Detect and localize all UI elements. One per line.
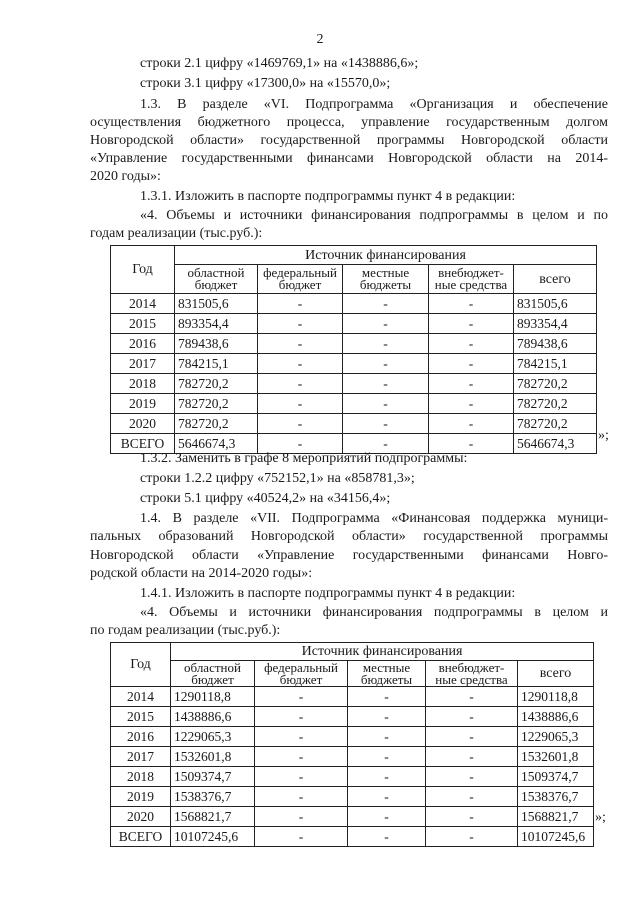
local-cell: - xyxy=(348,707,426,727)
section-1-3-line: Новгородской области» государственной программы Новгородской области xyxy=(90,133,608,148)
local-cell: - xyxy=(348,787,426,807)
section-1-3-line: 2020 годы»: xyxy=(90,169,161,184)
section-1-3-2-line: строки 1.2.2 цифру «752152,1» на «858781,3»; xyxy=(140,471,415,486)
year-header: Год xyxy=(111,643,171,687)
col-offbudget-header: внебюджет- ные средства xyxy=(429,265,514,294)
table-row xyxy=(111,767,594,787)
regional-cell: 1568821,7 xyxy=(171,807,255,827)
total-cell: 789438,6 xyxy=(514,334,597,354)
offbudget-cell: - xyxy=(429,294,514,314)
year-cell: 2017 xyxy=(111,354,175,374)
funding-table-2 xyxy=(110,642,594,847)
federal-cell: - xyxy=(255,827,348,847)
item-1-3-1: 1.3.1. Изложить в паспорте подпрограммы пункт 4 в редакции: xyxy=(140,189,516,204)
federal-cell: - xyxy=(255,707,348,727)
federal-cell: - xyxy=(255,767,348,787)
total-cell: 10107245,6 xyxy=(518,827,594,847)
regional-cell: 1532601,8 xyxy=(171,747,255,767)
section-1-3-2-line: строки 5.1 цифру «40524,2» на «34156,4»; xyxy=(140,491,391,506)
section-1-3-line: осуществления бюджетного процесса, управление государственным долгом xyxy=(90,115,608,130)
quote-line: по годам реализации (тыс.руб.): xyxy=(90,623,281,638)
quote-line: «4. Объемы и источники финансирования подпрограммы в целом и по xyxy=(140,208,608,223)
year-cell: 2019 xyxy=(111,394,175,414)
federal-cell: - xyxy=(258,434,343,454)
year-cell: ВСЕГО xyxy=(111,434,175,454)
local-cell: - xyxy=(343,354,429,374)
local-cell: - xyxy=(348,727,426,747)
year-cell: 2019 xyxy=(111,787,171,807)
regional-cell: 1538376,7 xyxy=(171,787,255,807)
local-cell: - xyxy=(343,394,429,414)
table-row xyxy=(111,747,594,767)
offbudget-cell: - xyxy=(429,354,514,374)
offbudget-cell: - xyxy=(426,827,518,847)
offbudget-cell: - xyxy=(429,414,514,434)
total-cell: 893354,4 xyxy=(514,314,597,334)
total-cell: 784215,1 xyxy=(514,354,597,374)
total-cell: 782720,2 xyxy=(514,414,597,434)
federal-cell: - xyxy=(258,394,343,414)
section-1-3-line: «Управление государственными финансами Новгородской области на 2014- xyxy=(90,151,608,166)
source-header: Источник финансирования xyxy=(171,643,594,661)
col-total-header: всего xyxy=(514,265,597,294)
total-cell: 831505,6 xyxy=(514,294,597,314)
federal-cell: - xyxy=(258,354,343,374)
total-cell: 1509374,7 xyxy=(518,767,594,787)
federal-cell: - xyxy=(255,807,348,827)
total-cell: 1538376,7 xyxy=(518,787,594,807)
section-1-4-line: пальных образований Новгородской области» государственной программы xyxy=(90,529,608,544)
offbudget-cell: - xyxy=(429,314,514,334)
total-cell: 1532601,8 xyxy=(518,747,594,767)
year-cell: 2015 xyxy=(111,314,175,334)
table-row xyxy=(111,727,594,747)
table-row xyxy=(111,687,594,707)
col-regional-header: областной бюджет xyxy=(171,661,255,687)
local-cell: - xyxy=(343,374,429,394)
col-local-header: местные бюджеты xyxy=(343,265,429,294)
regional-cell: 5646674,3 xyxy=(175,434,258,454)
offbudget-cell: - xyxy=(426,787,518,807)
local-cell: - xyxy=(348,827,426,847)
offbudget-cell: - xyxy=(429,334,514,354)
section-1-3-2-line: 1.3.2. Заменить в графе 8 мероприятий подпрограммы: xyxy=(140,451,468,466)
offbudget-cell: - xyxy=(426,707,518,727)
table-row xyxy=(111,354,597,374)
year-cell: 2014 xyxy=(111,294,175,314)
section-1-3-line: 1.3. В разделе «VI. Подпрограмма «Организация и обеспечение xyxy=(140,97,608,112)
total-cell: 1290118,8 xyxy=(518,687,594,707)
regional-cell: 782720,2 xyxy=(175,394,258,414)
regional-cell: 1509374,7 xyxy=(171,767,255,787)
offbudget-cell: - xyxy=(429,394,514,414)
source-header: Источник финансирования xyxy=(175,246,597,265)
regional-cell: 893354,4 xyxy=(175,314,258,334)
item-1-4-1: 1.4.1. Изложить в паспорте подпрограммы пункт 4 в редакции: xyxy=(140,586,516,601)
section-1-4-line: родской области на 2014-2020 годы»: xyxy=(90,566,313,581)
quote-line: годам реализации (тыс.руб.): xyxy=(90,226,263,241)
total-cell: 5646674,3 xyxy=(514,434,597,454)
federal-cell: - xyxy=(258,314,343,334)
federal-cell: - xyxy=(258,374,343,394)
offbudget-cell: - xyxy=(426,747,518,767)
col-regional-header: областной бюджет xyxy=(175,265,258,294)
regional-cell: 782720,2 xyxy=(175,374,258,394)
offbudget-cell: - xyxy=(426,687,518,707)
local-cell: - xyxy=(343,294,429,314)
year-cell: ВСЕГО xyxy=(111,827,171,847)
year-cell: 2018 xyxy=(111,767,171,787)
offbudget-cell: - xyxy=(426,727,518,747)
total-cell: 1229065,3 xyxy=(518,727,594,747)
table-row xyxy=(111,394,597,414)
federal-cell: - xyxy=(255,787,348,807)
section-1-4-line: 1.4. В разделе «VII. Подпрограмма «Финансовая поддержка муници- xyxy=(140,511,608,526)
federal-cell: - xyxy=(255,747,348,767)
regional-cell: 789438,6 xyxy=(175,334,258,354)
regional-cell: 784215,1 xyxy=(175,354,258,374)
year-cell: 2016 xyxy=(111,727,171,747)
table-row xyxy=(111,787,594,807)
table-row xyxy=(111,374,597,394)
year-cell: 2015 xyxy=(111,707,171,727)
funding-table-1 xyxy=(110,245,597,454)
regional-cell: 1438886,6 xyxy=(171,707,255,727)
local-cell: - xyxy=(343,434,429,454)
offbudget-cell: - xyxy=(429,434,514,454)
federal-cell: - xyxy=(255,727,348,747)
year-cell: 2016 xyxy=(111,334,175,354)
section-1-4-line: Новгородской области «Управление государственными финансами Новго- xyxy=(90,548,608,563)
table-row xyxy=(111,707,594,727)
col-local-header: местные бюджеты xyxy=(348,661,426,687)
col-offbudget-header: внебюджет- ные средства xyxy=(426,661,518,687)
table-row xyxy=(111,414,597,434)
total-cell: 1568821,7 xyxy=(518,807,594,827)
regional-cell: 831505,6 xyxy=(175,294,258,314)
col-federal-header: федеральный бюджет xyxy=(255,661,348,687)
regional-cell: 782720,2 xyxy=(175,414,258,434)
local-cell: - xyxy=(343,314,429,334)
federal-cell: - xyxy=(258,414,343,434)
table-row-total xyxy=(111,827,594,847)
total-cell: 782720,2 xyxy=(514,374,597,394)
regional-cell: 10107245,6 xyxy=(171,827,255,847)
table-row xyxy=(111,334,597,354)
table-row xyxy=(111,294,597,314)
local-cell: - xyxy=(348,807,426,827)
local-cell: - xyxy=(343,334,429,354)
year-cell: 2020 xyxy=(111,414,175,434)
page-number: 2 xyxy=(316,32,324,47)
federal-cell: - xyxy=(258,334,343,354)
col-total-header: всего xyxy=(518,661,594,687)
offbudget-cell: - xyxy=(426,807,518,827)
table-closing-mark: »; xyxy=(598,428,609,443)
year-header: Год xyxy=(111,246,175,294)
col-federal-header: федеральный бюджет xyxy=(258,265,343,294)
table-closing-mark: »; xyxy=(595,810,606,825)
offbudget-cell: - xyxy=(429,374,514,394)
year-cell: 2018 xyxy=(111,374,175,394)
local-cell: - xyxy=(343,414,429,434)
text-line: строки 2.1 цифру «1469769,1» на «1438886,6»; xyxy=(140,56,419,71)
regional-cell: 1229065,3 xyxy=(171,727,255,747)
regional-cell: 1290118,8 xyxy=(171,687,255,707)
local-cell: - xyxy=(348,687,426,707)
text-line: строки 3.1 цифру «17300,0» на «15570,0»; xyxy=(140,76,391,91)
offbudget-cell: - xyxy=(426,767,518,787)
quote-line: «4. Объемы и источники финансирования подпрограммы в целом и xyxy=(140,605,608,620)
federal-cell: - xyxy=(258,294,343,314)
table-row xyxy=(111,314,597,334)
year-cell: 2014 xyxy=(111,687,171,707)
local-cell: - xyxy=(348,767,426,787)
total-cell: 782720,2 xyxy=(514,394,597,414)
federal-cell: - xyxy=(255,687,348,707)
total-cell: 1438886,6 xyxy=(518,707,594,727)
local-cell: - xyxy=(348,747,426,767)
year-cell: 2017 xyxy=(111,747,171,767)
table-row xyxy=(111,807,594,827)
year-cell: 2020 xyxy=(111,807,171,827)
